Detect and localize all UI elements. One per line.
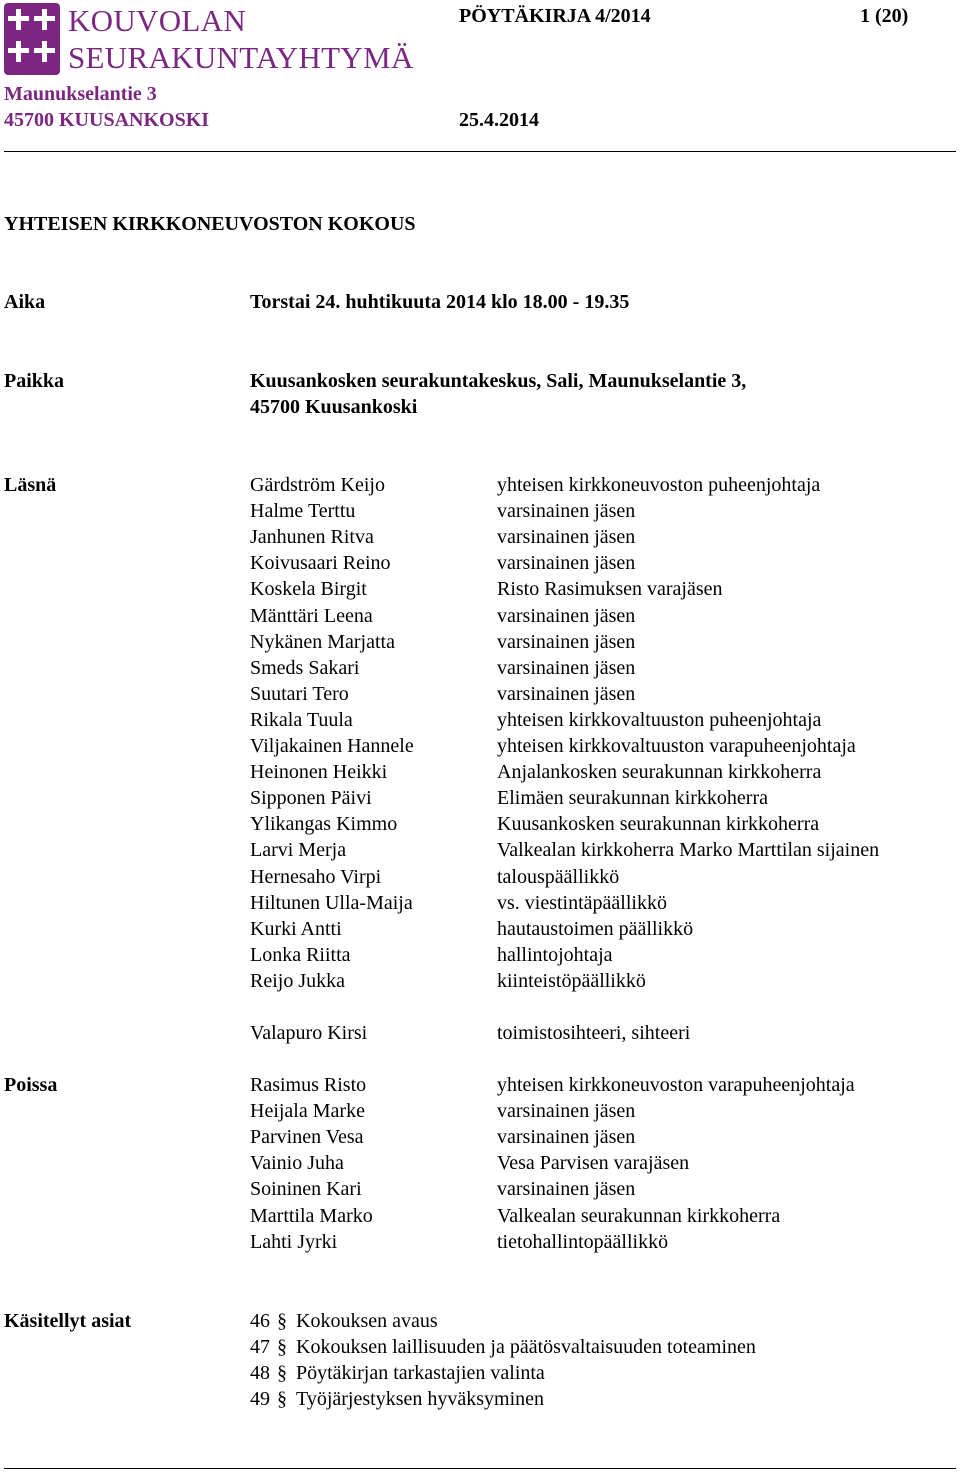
org-name-line1: KOUVOLAN <box>68 3 247 38</box>
time-value: Torstai 24. huhtikuuta 2014 klo 18.00 - 19.35 <box>250 291 630 313</box>
present-member-row <box>0 576 960 602</box>
agenda-item-number: 48 <box>250 1362 270 1385</box>
attendee-role: varsinainen jäsen <box>497 604 636 627</box>
attendee-name: Reijo Jukka <box>250 969 345 992</box>
attendee-role: yhteisen kirkkoneuvoston varapuheenjohtaja <box>497 1074 855 1096</box>
meeting-title: YHTEISEN KIRKKONEUVOSTON KOKOUS <box>4 213 416 235</box>
section-sign: § <box>277 1310 287 1332</box>
present-member-row <box>0 785 960 811</box>
absent-member-row <box>0 1072 960 1098</box>
attendee-role: kiinteistöpäällikkö <box>497 969 646 992</box>
agenda-item-number: 49 <box>250 1388 270 1411</box>
time-label: Aika <box>4 291 46 313</box>
present-member-row <box>0 681 960 707</box>
document-date: 25.4.2014 <box>459 109 539 131</box>
present-member-row <box>0 811 960 837</box>
attendee-name: Heijala Marke <box>250 1100 365 1123</box>
attendee-name: Nykänen Marjatta <box>250 630 395 653</box>
attendee-name: Parvinen Vesa <box>250 1126 364 1149</box>
absent-member-row <box>0 1229 960 1255</box>
attendee-role: yhteisen kirkkovaltuuston varapuheenjohtaja <box>497 735 856 757</box>
attendee-name: Rasimus Risto <box>250 1074 367 1096</box>
place-line2: 45700 Kuusankoski <box>250 396 418 418</box>
attendee-name: Sipponen Päivi <box>250 787 372 810</box>
present-member-row <box>0 837 960 863</box>
absent-member-row <box>0 1203 960 1229</box>
attendee-role: yhteisen kirkkoneuvoston puheenjohtaja <box>497 474 821 496</box>
agenda-item-number: 46 <box>250 1310 270 1332</box>
attendee-name: Heinonen Heikki <box>250 761 388 784</box>
attendee-name: Rikala Tuula <box>250 708 353 731</box>
present-member-row <box>0 733 960 759</box>
header-divider <box>4 151 956 152</box>
attendee-name: Soininen Kari <box>250 1178 362 1201</box>
attendee-name: Koivusaari Reino <box>250 552 391 575</box>
attendee-name: Valapuro Kirsi <box>250 1022 368 1044</box>
attendee-role: Risto Rasimuksen varajäsen <box>497 578 723 601</box>
attendee-role: varsinainen jäsen <box>497 1126 636 1149</box>
org-name-line2: SEURAKUNTAYHTYMÄ <box>68 40 414 75</box>
attendee-name: Hiltunen Ulla-Maija <box>250 891 413 914</box>
attendee-role: varsinainen jäsen <box>497 552 636 575</box>
present-member-row <box>0 655 960 681</box>
attendee-name: Halme Terttu <box>250 500 356 523</box>
attendee-name: Ylikangas Kimmo <box>250 813 398 836</box>
present-member-row <box>0 707 960 733</box>
address-city: 45700 KUUSANKOSKI <box>4 109 210 131</box>
page-number: 1 (20) <box>860 5 909 27</box>
place-line1: Kuusankosken seurakuntakeskus, Sali, Maunukselantie 3, <box>250 370 747 392</box>
attendee-role: varsinainen jäsen <box>497 630 636 653</box>
attendee-role: varsinainen jäsen <box>497 656 636 679</box>
present-member-row <box>0 759 960 785</box>
attendee-name: Marttila Marko <box>250 1204 373 1227</box>
attendee-role: varsinainen jäsen <box>497 500 636 523</box>
agenda-item-title: Kokouksen laillisuuden ja päätösvaltaisuuden toteaminen <box>296 1336 756 1359</box>
attendee-role: talouspäällikkö <box>497 865 620 888</box>
absent-member-row <box>0 1176 960 1202</box>
absent-label: Poissa <box>4 1074 58 1096</box>
attendee-name: Viljakainen Hannele <box>250 735 414 757</box>
present-member-row <box>0 498 960 524</box>
attendee-role: varsinainen jäsen <box>497 682 636 705</box>
attendee-role: tietohallintopäällikkö <box>497 1230 669 1253</box>
present-member-row <box>0 916 960 942</box>
present-member-row <box>0 472 960 498</box>
attendee-role: hautaustoimen päällikkö <box>497 917 694 940</box>
attendee-name: Lahti Jyrki <box>250 1230 338 1253</box>
agenda-item-title: Kokouksen avaus <box>296 1310 438 1332</box>
absent-member-row <box>0 1098 960 1124</box>
attendee-role: Kuusankosken seurakunnan kirkkoherra <box>497 813 820 836</box>
absent-member-row <box>0 1150 960 1176</box>
present-member-row <box>0 603 960 629</box>
attendee-role: varsinainen jäsen <box>497 1100 636 1123</box>
attendee-name: Lonka Riitta <box>250 943 351 966</box>
attendee-name: Kurki Antti <box>250 917 342 940</box>
four-crosses-icon <box>4 3 60 75</box>
attendee-name: Janhunen Ritva <box>250 526 374 549</box>
absent-member-row <box>0 1124 960 1150</box>
present-label: Läsnä <box>4 474 57 496</box>
attendee-name: Smeds Sakari <box>250 656 360 679</box>
attendee-role: Elimäen seurakunnan kirkkoherra <box>497 787 769 810</box>
section-sign: § <box>277 1362 287 1385</box>
agenda-item-title: Pöytäkirjan tarkastajien valinta <box>296 1362 545 1385</box>
footer-divider <box>4 1468 956 1469</box>
attendee-role: Valkealan seurakunnan kirkkoherra <box>497 1204 781 1227</box>
attendee-role: Vesa Parvisen varajäsen <box>497 1152 690 1175</box>
secretary-row <box>0 1020 960 1046</box>
agenda-item-number: 47 <box>250 1336 270 1359</box>
attendee-name: Hernesaho Virpi <box>250 865 382 888</box>
present-member-row <box>0 524 960 550</box>
agenda-label: Käsitellyt asiat <box>4 1310 132 1332</box>
attendee-role: Valkealan kirkkoherra Marko Marttilan sijainen <box>497 839 880 862</box>
attendee-role: vs. viestintäpäällikkö <box>497 891 667 914</box>
attendee-name: Vainio Juha <box>250 1152 344 1175</box>
attendee-role: toimistosihteeri, sihteeri <box>497 1022 691 1044</box>
present-member-row <box>0 864 960 890</box>
present-member-row <box>0 942 960 968</box>
attendee-name: Larvi Merja <box>250 839 347 862</box>
present-member-row <box>0 890 960 916</box>
attendee-role: Anjalankosken seurakunnan kirkkoherra <box>497 761 822 784</box>
attendee-name: Suutari Tero <box>250 682 349 705</box>
present-member-row <box>0 550 960 576</box>
attendee-role: hallintojohtaja <box>497 943 613 966</box>
attendee-name: Koskela Birgit <box>250 578 367 601</box>
present-member-row <box>0 629 960 655</box>
section-sign: § <box>277 1336 287 1359</box>
section-sign: § <box>277 1388 287 1411</box>
attendee-name: Mänttäri Leena <box>250 604 373 627</box>
place-label: Paikka <box>4 370 65 392</box>
agenda-item-title: Työjärjestyksen hyväksyminen <box>296 1388 544 1411</box>
attendee-role: varsinainen jäsen <box>497 526 636 549</box>
document-title: PÖYTÄKIRJA 4/2014 <box>459 5 651 27</box>
attendee-role: varsinainen jäsen <box>497 1178 636 1201</box>
address-street: Maunukselantie 3 <box>4 83 157 105</box>
present-member-row <box>0 968 960 994</box>
attendee-role: yhteisen kirkkovaltuuston puheenjohtaja <box>497 708 822 731</box>
attendee-name: Gärdström Keijo <box>250 474 385 496</box>
